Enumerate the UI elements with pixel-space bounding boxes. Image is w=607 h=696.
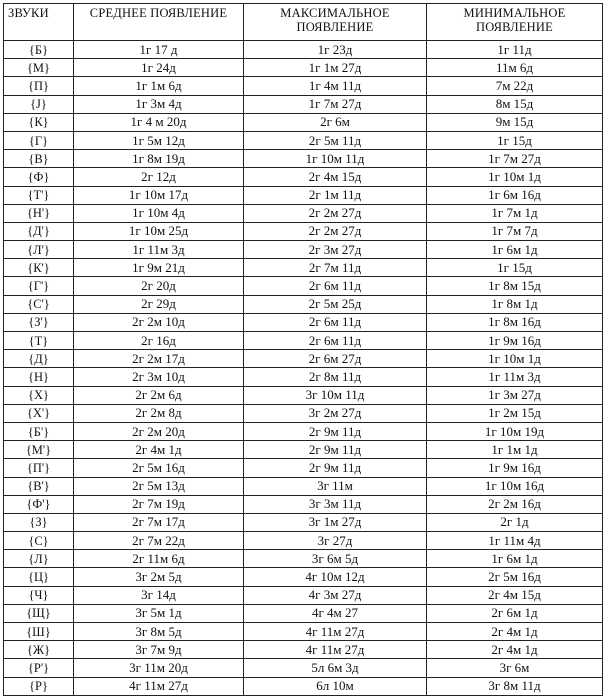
minimum-cell: 1г 15д xyxy=(427,259,603,277)
minimum-cell: 1г 10м 19д xyxy=(427,422,603,440)
maximum-cell: 1г 4м 11д xyxy=(244,77,427,95)
average-cell: 1г 9м 21д xyxy=(74,259,244,277)
minimum-cell: 9м 15д xyxy=(427,113,603,131)
sound-cell: {Г'} xyxy=(4,277,74,295)
sound-cell: {Г} xyxy=(4,131,74,149)
minimum-cell: 1г 11д xyxy=(427,41,603,59)
table-row xyxy=(4,77,603,95)
minimum-cell: 1г 11м 3д xyxy=(427,368,603,386)
table-row xyxy=(4,459,603,477)
average-cell: 4г 11м 27д xyxy=(74,677,244,695)
sound-cell: {Л} xyxy=(4,550,74,568)
sound-cell: {Б} xyxy=(4,41,74,59)
minimum-cell: 1г 7м 7д xyxy=(427,222,603,240)
maximum-cell: 3г 3м 11д xyxy=(244,495,427,513)
minimum-cell: 3г 8м 11д xyxy=(427,677,603,695)
maximum-cell: 3г 2м 27д xyxy=(244,404,427,422)
table-row xyxy=(4,204,603,222)
maximum-cell: 2г 9м 11д xyxy=(244,459,427,477)
minimum-cell: 1г 8м 15д xyxy=(427,277,603,295)
minimum-cell: 1г 11м 4д xyxy=(427,532,603,550)
average-cell: 2г 12д xyxy=(74,168,244,186)
average-cell: 2г 20д xyxy=(74,277,244,295)
table-row xyxy=(4,113,603,131)
minimum-cell: 3г 6м xyxy=(427,659,603,677)
average-cell: 2г 11м 6д xyxy=(74,550,244,568)
table-row xyxy=(4,368,603,386)
table-row xyxy=(4,131,603,149)
average-cell: 2г 29д xyxy=(74,295,244,313)
average-cell: 2г 2м 8д xyxy=(74,404,244,422)
minimum-cell: 1г 6м 16д xyxy=(427,186,603,204)
sounds-appearance-table xyxy=(3,3,603,696)
sound-cell: {Щ} xyxy=(4,604,74,622)
average-cell: 1г 10м 25д xyxy=(74,222,244,240)
table-row xyxy=(4,641,603,659)
sound-cell: {С'} xyxy=(4,295,74,313)
sounds-table-container xyxy=(3,3,603,696)
minimum-cell: 2г 5м 16д xyxy=(427,568,603,586)
table-row xyxy=(4,550,603,568)
minimum-cell: 1г 10м 16д xyxy=(427,477,603,495)
sound-cell: {Н} xyxy=(4,368,74,386)
minimum-cell: 1г 3м 27д xyxy=(427,386,603,404)
table-row xyxy=(4,277,603,295)
minimum-cell: 1г 6м 1д xyxy=(427,550,603,568)
maximum-cell: 2г 2м 27д xyxy=(244,222,427,240)
average-cell: 2г 2м 6д xyxy=(74,386,244,404)
maximum-cell: 1г 23д xyxy=(244,41,427,59)
sound-cell: {Д'} xyxy=(4,222,74,240)
table-row xyxy=(4,677,603,695)
maximum-cell: 2г 6м 11д xyxy=(244,277,427,295)
maximum-cell: 1г 1м 27д xyxy=(244,59,427,77)
average-cell: 1г 3м 4д xyxy=(74,95,244,113)
maximum-cell: 1г 10м 11д xyxy=(244,150,427,168)
average-cell: 1г 17 д xyxy=(74,41,244,59)
maximum-cell: 2г 6м 27д xyxy=(244,350,427,368)
average-cell: 1г 24д xyxy=(74,59,244,77)
table-row xyxy=(4,604,603,622)
table-row xyxy=(4,186,603,204)
maximum-cell: 2г 5м 11д xyxy=(244,131,427,149)
maximum-cell: 4г 11м 27д xyxy=(244,623,427,641)
minimum-cell: 1г 6м 1д xyxy=(427,241,603,259)
maximum-cell: 1г 7м 27д xyxy=(244,95,427,113)
table-row xyxy=(4,59,603,77)
table-row xyxy=(4,332,603,350)
average-cell: 2г 3м 10д xyxy=(74,368,244,386)
average-cell: 3г 7м 9д xyxy=(74,641,244,659)
minimum-cell: 1г 8м 16д xyxy=(427,313,603,331)
minimum-cell: 7м 22д xyxy=(427,77,603,95)
table-row xyxy=(4,41,603,59)
table-row xyxy=(4,495,603,513)
minimum-cell: 2г 1д xyxy=(427,513,603,531)
maximum-cell: 4г 10м 12д xyxy=(244,568,427,586)
sound-cell: {Ф'} xyxy=(4,495,74,513)
table-row xyxy=(4,422,603,440)
sound-cell: {Т'} xyxy=(4,186,74,204)
minimum-cell: 1г 9м 16д xyxy=(427,459,603,477)
maximum-cell: 2г 4м 15д xyxy=(244,168,427,186)
maximum-cell: 4г 4м 27 xyxy=(244,604,427,622)
header-minimum-appearance: МИНИМАЛЬНОЕ ПОЯВЛЕНИЕ xyxy=(427,4,603,41)
header-row xyxy=(4,4,603,41)
minimum-cell: 2г 2м 16д xyxy=(427,495,603,513)
sound-cell: {Ц} xyxy=(4,568,74,586)
average-cell: 2г 4м 1д xyxy=(74,441,244,459)
sound-cell: {З'} xyxy=(4,313,74,331)
table-row xyxy=(4,659,603,677)
maximum-cell: 2г 7м 11д xyxy=(244,259,427,277)
sound-cell: {Б'} xyxy=(4,422,74,440)
header-average-appearance: СРЕДНЕЕ ПОЯВЛЕНИЕ xyxy=(74,4,244,41)
table-header xyxy=(4,4,603,41)
average-cell: 2г 2м 17д xyxy=(74,350,244,368)
maximum-cell: 3г 1м 27д xyxy=(244,513,427,531)
table-row xyxy=(4,513,603,531)
table-row xyxy=(4,586,603,604)
sound-cell: {П} xyxy=(4,77,74,95)
average-cell: 2г 16д xyxy=(74,332,244,350)
average-cell: 2г 2м 20д xyxy=(74,422,244,440)
minimum-cell: 1г 7м 1д xyxy=(427,204,603,222)
sound-cell: {С} xyxy=(4,532,74,550)
sound-cell: {Ш} xyxy=(4,623,74,641)
minimum-cell: 1г 9м 16д xyxy=(427,332,603,350)
sound-cell: {Р} xyxy=(4,677,74,695)
table-row xyxy=(4,532,603,550)
average-cell: 1г 10м 4д xyxy=(74,204,244,222)
sound-cell: {В'} xyxy=(4,477,74,495)
table-row xyxy=(4,386,603,404)
minimum-cell: 2г 4м 1д xyxy=(427,641,603,659)
minimum-cell: 1г 10м 1д xyxy=(427,168,603,186)
maximum-cell: 2г 9м 11д xyxy=(244,441,427,459)
average-cell: 3г 14д xyxy=(74,586,244,604)
sound-cell: {М'} xyxy=(4,441,74,459)
average-cell: 2г 7м 17д xyxy=(74,513,244,531)
maximum-cell: 2г 6м 11д xyxy=(244,332,427,350)
maximum-cell: 2г 2м 27д xyxy=(244,204,427,222)
table-row xyxy=(4,623,603,641)
maximum-cell: 3г 27д xyxy=(244,532,427,550)
maximum-cell: 4г 11м 27д xyxy=(244,641,427,659)
average-cell: 3г 5м 1д xyxy=(74,604,244,622)
sound-cell: {К'} xyxy=(4,259,74,277)
average-cell: 1г 8м 19д xyxy=(74,150,244,168)
minimum-cell: 1г 8м 1д xyxy=(427,295,603,313)
average-cell: 2г 5м 16д xyxy=(74,459,244,477)
minimum-cell: 8м 15д xyxy=(427,95,603,113)
maximum-cell: 3г 10м 11д xyxy=(244,386,427,404)
average-cell: 1г 10м 17д xyxy=(74,186,244,204)
minimum-cell: 1г 1м 1д xyxy=(427,441,603,459)
table-row xyxy=(4,259,603,277)
sound-cell: {В} xyxy=(4,150,74,168)
average-cell: 1г 5м 12д xyxy=(74,131,244,149)
sound-cell: {М} xyxy=(4,59,74,77)
average-cell: 3г 2м 5д xyxy=(74,568,244,586)
sound-cell: {П'} xyxy=(4,459,74,477)
table-row xyxy=(4,222,603,240)
sound-cell: {J} xyxy=(4,95,74,113)
sound-cell: {Ф} xyxy=(4,168,74,186)
average-cell: 1г 4 м 20д xyxy=(74,113,244,131)
average-cell: 2г 7м 19д xyxy=(74,495,244,513)
table-row xyxy=(4,404,603,422)
average-cell: 2г 7м 22д xyxy=(74,532,244,550)
sound-cell: {З} xyxy=(4,513,74,531)
average-cell: 3г 8м 5д xyxy=(74,623,244,641)
minimum-cell: 1г 10м 1д xyxy=(427,350,603,368)
sound-cell: {Н'} xyxy=(4,204,74,222)
sound-cell: {Л'} xyxy=(4,241,74,259)
maximum-cell: 2г 5м 25д xyxy=(244,295,427,313)
maximum-cell: 2г 8м 11д xyxy=(244,368,427,386)
minimum-cell: 1г 7м 27д xyxy=(427,150,603,168)
maximum-cell: 2г 9м 11д xyxy=(244,422,427,440)
minimum-cell: 1г 15д xyxy=(427,131,603,149)
average-cell: 1г 1м 6д xyxy=(74,77,244,95)
sound-cell: {Ж} xyxy=(4,641,74,659)
sound-cell: {К} xyxy=(4,113,74,131)
average-cell: 2г 2м 10д xyxy=(74,313,244,331)
maximum-cell: 6л 10м xyxy=(244,677,427,695)
average-cell: 1г 11м 3д xyxy=(74,241,244,259)
sound-cell: {Д} xyxy=(4,350,74,368)
table-row xyxy=(4,477,603,495)
minimum-cell: 2г 6м 1д xyxy=(427,604,603,622)
sound-cell: {Ч} xyxy=(4,586,74,604)
table-row xyxy=(4,95,603,113)
sound-cell: {Х} xyxy=(4,386,74,404)
sound-cell: {Х'} xyxy=(4,404,74,422)
table-body xyxy=(4,41,603,696)
table-row xyxy=(4,241,603,259)
header-maximum-appearance: МАКСИМАЛЬНОЕ ПОЯВЛЕНИЕ xyxy=(244,4,427,41)
minimum-cell: 1г 2м 15д xyxy=(427,404,603,422)
maximum-cell: 2г 6м 11д xyxy=(244,313,427,331)
table-row xyxy=(4,168,603,186)
table-row xyxy=(4,313,603,331)
maximum-cell: 2г 1м 11д xyxy=(244,186,427,204)
maximum-cell: 2г 6м xyxy=(244,113,427,131)
table-row xyxy=(4,441,603,459)
table-row xyxy=(4,295,603,313)
table-row xyxy=(4,568,603,586)
minimum-cell: 2г 4м 1д xyxy=(427,623,603,641)
maximum-cell: 5л 6м 3д xyxy=(244,659,427,677)
sound-cell: {Р'} xyxy=(4,659,74,677)
table-row xyxy=(4,150,603,168)
sound-cell: {Т} xyxy=(4,332,74,350)
minimum-cell: 2г 4м 15д xyxy=(427,586,603,604)
average-cell: 3г 11м 20д xyxy=(74,659,244,677)
average-cell: 2г 5м 13д xyxy=(74,477,244,495)
minimum-cell: 11м 6д xyxy=(427,59,603,77)
table-row xyxy=(4,350,603,368)
maximum-cell: 3г 6м 5д xyxy=(244,550,427,568)
maximum-cell: 2г 3м 27д xyxy=(244,241,427,259)
header-sounds: ЗВУКИ xyxy=(4,4,74,41)
maximum-cell: 4г 3м 27д xyxy=(244,586,427,604)
maximum-cell: 3г 11м xyxy=(244,477,427,495)
